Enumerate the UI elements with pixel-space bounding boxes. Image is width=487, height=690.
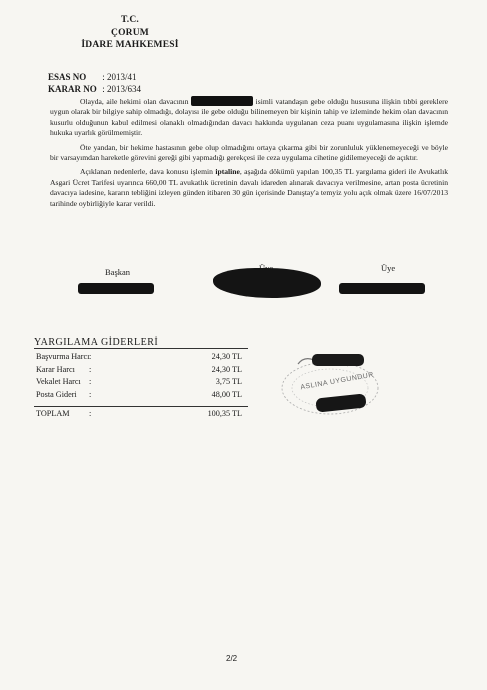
signature-label-uye-2: Üye xyxy=(381,263,396,273)
fee-row xyxy=(34,365,254,378)
paragraph-1-rest: isimli vatandaşın gebe olduğu hususuna ilişkin tıbbi gereklere uygun olarak bir bilgiye sahip olmadığı, dolayısı ile gebe olduğu bilinemeyen bir kişinin tahip ve izleminde hekim olan davacının kusurlu olduğunun kabul edilmesi olanaklı olmadığından davacı hakkında uygulanan ceza puanı uygulamasına ilişkin işlemde hukuka uyarlık görülmemiştir. xyxy=(50,97,448,138)
signature-redaction-uye-2 xyxy=(339,283,425,294)
paragraph-3 xyxy=(50,167,448,209)
fees-total-label: TOPLAM xyxy=(36,409,70,419)
fee-row xyxy=(34,390,254,403)
esas-no-row xyxy=(48,72,137,83)
fees-rows xyxy=(34,352,254,402)
paragraph-3-start: Açıklanan nedenlerle, dava konusu işlemin xyxy=(80,167,213,177)
court-header-line1: T.C. xyxy=(120,15,140,25)
paragraph-1 xyxy=(50,96,448,139)
paragraph-3-bold: iptaline xyxy=(215,167,240,177)
redaction-bar xyxy=(191,96,253,106)
fee-amount: 24,30 TL xyxy=(211,352,242,361)
court-header-line3: İDARE MAHKEMESİ xyxy=(81,40,179,50)
signature-redaction-baskan xyxy=(78,283,154,294)
paragraph-1-start: Olayda, aile hekimi olan davacının xyxy=(80,97,189,106)
paragraph-2: Öte yandan, bir hekime hastasının gebe olup olmadığını ortaya çıkarma gibi bir zorunluluk yüklenemeyeceği ve böyle bir varsayımdan hareketle görevini gereği gibi yapmadığı gerekçesi ile ceza uygulama cihetine gidilemeyeceği de açıktır. xyxy=(50,142,448,163)
fee-name: Vekalet Harcı xyxy=(36,377,81,387)
fee-colon: : xyxy=(89,377,92,387)
fee-amount: 24,30 TL xyxy=(211,364,242,374)
fees-total-row xyxy=(34,409,254,421)
stamp-text: ASLINA UYGUNDUR xyxy=(299,371,375,392)
fees-table xyxy=(34,337,254,421)
fees-total-colon: : xyxy=(89,409,92,419)
esas-no-value: : 2013/41 xyxy=(102,72,137,82)
fee-row xyxy=(34,352,254,365)
page-number: 2/2 xyxy=(226,654,238,663)
signature-redaction-uye-1 xyxy=(213,268,321,298)
karar-no-label: KARAR NO xyxy=(48,84,97,94)
karar-no-value: : 2013/634 xyxy=(102,84,142,94)
fee-row xyxy=(34,377,254,390)
paragraph-3-rest: , aşağıda dökümü yapılan 100,35 TL yargılama gideri ile Avukatlık Asgari Ücret Tarifesi uyarınca 660,00 TL avukatlık ücretinin davalı idareden alınarak davacıya verilmesine, artan posta ücretinin davacıya iadesine, kararın tebliğini izleyen günden itibaren 30 gün içerisinde Danıştay'a temyiz yolu açık olmak üzere 16/07/2013 tarihinde oybirliğiyle karar verildi. xyxy=(50,167,448,208)
signature-label-baskan: Başkan xyxy=(105,267,131,277)
fee-amount: 3,75 TL xyxy=(215,377,242,387)
fee-name: Başvurma Harcı xyxy=(36,352,90,361)
decision-body xyxy=(50,96,448,209)
court-header-line2: ÇORUM xyxy=(111,27,149,38)
certification-stamp xyxy=(278,344,388,424)
fee-amount: 48,00 TL xyxy=(211,389,242,399)
fees-title: YARGILAMA GİDERLERİ xyxy=(34,337,248,349)
fee-colon: : xyxy=(89,352,92,361)
fees-divider xyxy=(34,406,248,407)
fee-colon: : xyxy=(89,389,92,399)
esas-no-label: ESAS NO xyxy=(48,72,87,82)
fee-name: Karar Harcı xyxy=(36,364,75,374)
fee-name: Posta Gideri xyxy=(36,389,77,399)
court-header xyxy=(80,14,180,52)
karar-no-row xyxy=(48,84,141,95)
fees-total-amount: 100,35 TL xyxy=(207,409,242,419)
fee-colon: : xyxy=(89,364,92,374)
